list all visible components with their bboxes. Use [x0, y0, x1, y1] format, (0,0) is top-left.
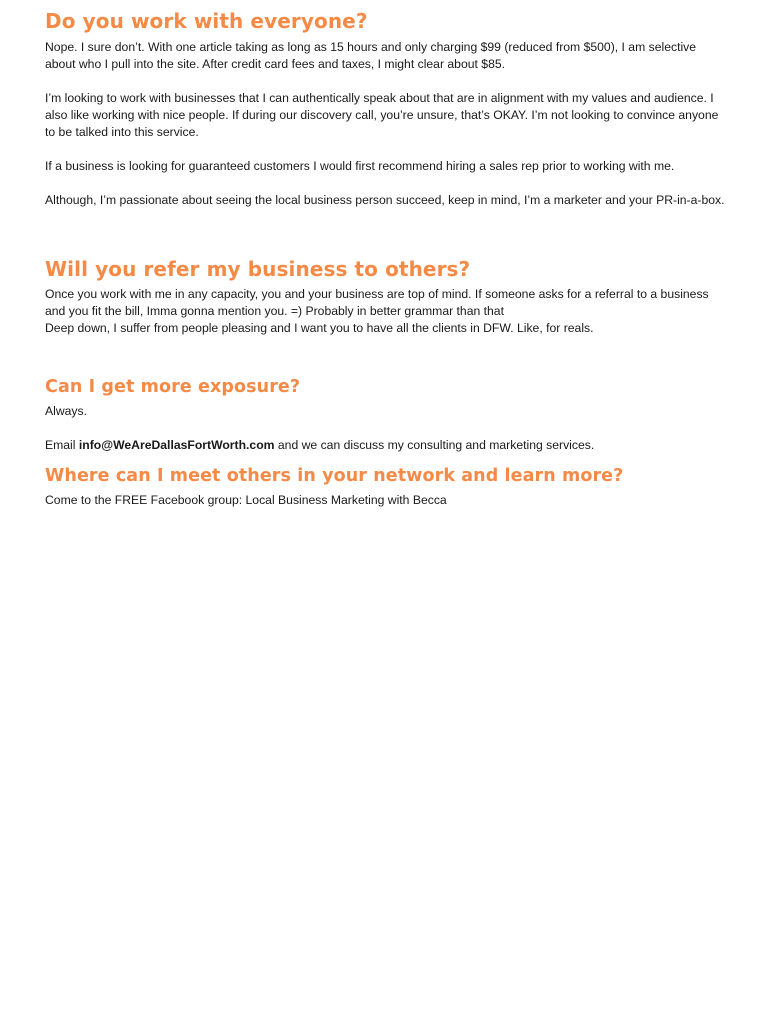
- section-heading: Where can I meet others in your network and learn more?: [45, 466, 624, 486]
- paragraph: Nope. I sure don’t. With one article taking as long as 15 hours and only charging $99 (reduced from $500), I am selective about who I pull into the site. After credit card fees and taxes, I might clear about $85.: [45, 40, 697, 71]
- paragraph: Deep down, I suffer from people pleasing and I want you to have all the clients in DFW. Like, for reals.: [45, 321, 594, 335]
- email-link[interactable]: info@WeAreDallasFortWorth.com: [78, 438, 275, 452]
- section-body: [45, 39, 725, 209]
- paragraph: Always.: [45, 404, 87, 418]
- section-heading: Will you refer my business to others?: [45, 257, 471, 281]
- paragraph: Come to the FREE Facebook group: Local Business Marketing with Becca: [45, 493, 447, 507]
- faq-section-referrals: [45, 256, 725, 337]
- paragraph: I’m looking to work with businesses that I can authentically speak about that are in alignment with my values and audience. I also like working with nice people. If during our discovery call, you’re unsure, that’s OKAY. I’m not looking to convince anyone to be talked into this service.: [45, 91, 719, 139]
- faq-section-network: [45, 464, 725, 509]
- section-heading: Can I get more exposure?: [45, 377, 301, 397]
- email-paragraph: [45, 437, 725, 454]
- section-body: [45, 403, 725, 454]
- faq-page: [45, 0, 725, 509]
- email-prefix: Email: [45, 438, 79, 452]
- paragraph: Although, I’m passionate about seeing the local business person succeed, keep in mind, I’m a marketer and your PR-in-a-box.: [45, 193, 725, 207]
- email-suffix: and we can discuss my consulting and marketing services.: [274, 438, 595, 452]
- section-heading: Do you work with everyone?: [45, 9, 368, 33]
- section-body: [45, 492, 725, 509]
- paragraph: Once you work with me in any capacity, you and your business are top of mind. If someone asks for a referral to a business and you fit the bill, Imma gonna mention you. =) Probably in better grammar than that: [45, 287, 709, 318]
- section-body: [45, 286, 725, 337]
- faq-section-exposure: [45, 375, 725, 454]
- paragraph: If a business is looking for guaranteed customers I would first recommend hiring a sales rep prior to working with me.: [45, 159, 675, 173]
- faq-section-work-with-everyone: [45, 8, 725, 209]
